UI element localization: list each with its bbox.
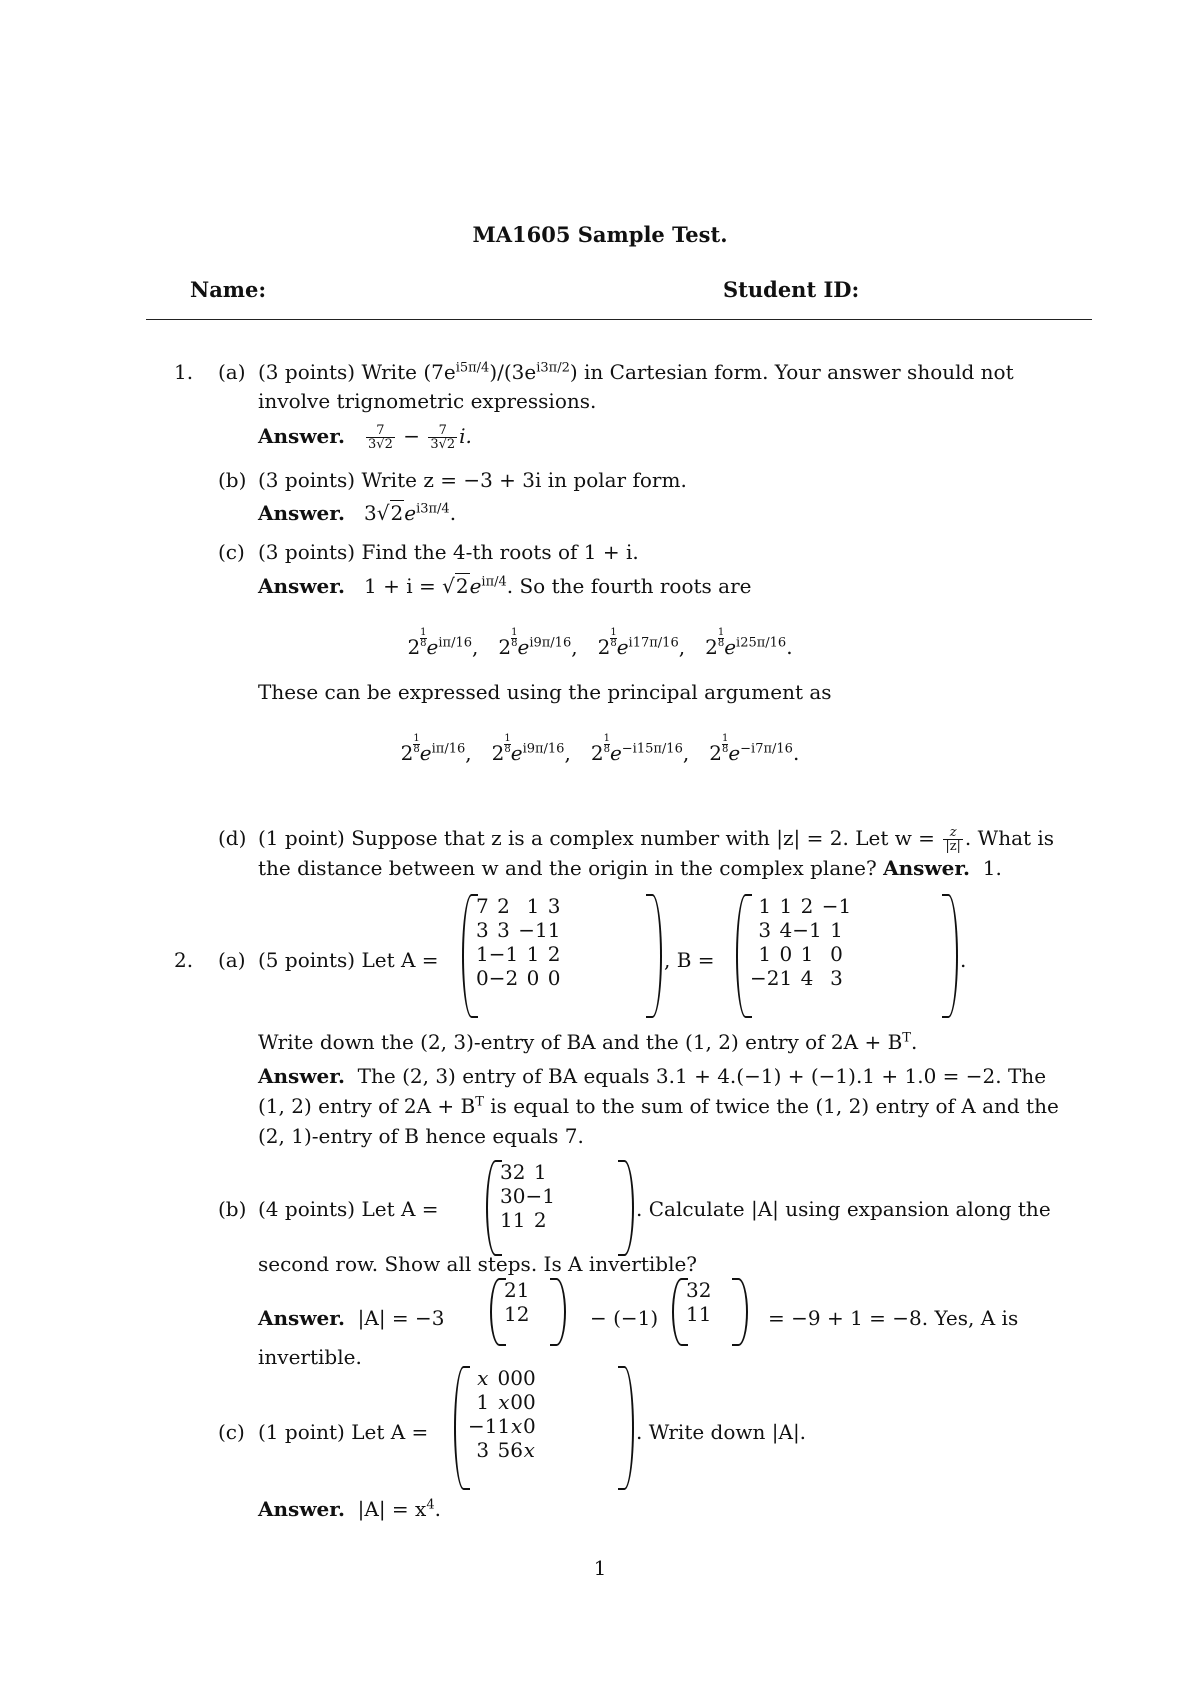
q1a-label: (a)	[218, 360, 246, 384]
matrix-entry: 4	[779, 918, 793, 942]
matrix-entry: 2	[800, 894, 814, 918]
matrix-entry: 0	[526, 966, 540, 990]
root-term: 2 $\frac{1}{8}$ $e^{-i7\pi/16}$.	[709, 733, 800, 765]
right-paren	[942, 894, 958, 1018]
q2b-prompt-line2: second row. Show all steps. Is A invertible?	[258, 1252, 698, 1276]
root-term: 2 $\frac{1}{8}$ $e^{i9\pi/16}$,	[491, 733, 571, 765]
q1b-prompt: (3 points) Write z = −3 + 3i in polar form.	[258, 468, 687, 492]
matrix-entry: 2	[516, 1302, 530, 1326]
q2c-prompt: (1 point) Let A =	[258, 1420, 429, 1444]
matrix-entry: 1	[779, 966, 793, 990]
matrix-entry: −1	[488, 942, 519, 966]
page-title: MA1605 Sample Test.	[472, 222, 728, 247]
q2a-answer-line1: Answer. The (2, 3) entry of BA equals 3.1 + 4.(−1) + (−1).1 + 1.0 = −2. The	[258, 1064, 1047, 1088]
q2a-label: (a)	[218, 948, 246, 972]
matrix-entry: 1	[516, 1278, 530, 1302]
q1c-principal-text: These can be expressed using the principal argument as	[258, 680, 832, 704]
matrix-entry: 3	[476, 918, 489, 942]
root-term: 2 $\frac{1}{8}$ $e^{i25\pi/16}$.	[705, 627, 793, 659]
matrix-entry: 1	[830, 918, 843, 942]
matrix-entry: 1	[758, 942, 772, 966]
q1a-prompt: (3 points) Write $(7e^{i5\pi/4})/(3e^{i3\pi/2})$ in Cartesian form. Your answer should not	[258, 360, 1014, 384]
q2c-matrix-a	[454, 1366, 634, 1490]
matrix-entry: 3	[476, 1438, 490, 1462]
matrix-entry: 3	[686, 1278, 699, 1302]
matrix-entry: 1	[526, 942, 540, 966]
q2-number: 2.	[174, 948, 194, 972]
matrix-entry: 0	[510, 1390, 523, 1414]
q2b-answer-end: = −9 + 1 = −8. Yes, A is	[768, 1306, 1019, 1330]
matrix-entry: 2	[533, 1208, 547, 1232]
matrix-entry: 1	[504, 1302, 517, 1326]
matrix-entry: 1	[497, 1414, 511, 1438]
matrix-entry: −1	[518, 918, 548, 942]
matrix-entry: 1	[526, 894, 540, 918]
q2a-b-label: , B =	[664, 948, 715, 972]
matrix-entry: 1	[779, 894, 793, 918]
matrix-entry: −1	[468, 1414, 498, 1438]
matrix-entry: 1	[476, 942, 489, 966]
q1d-prompt: (1 point) Suppose that z is a complex number with |z| = 2. Let w = $\frac{z}{|z|}$ . What is	[258, 825, 1055, 854]
matrix-entry: 0	[497, 1366, 511, 1390]
q2b-prompt-cont: . Calculate |A| using expansion along the	[636, 1197, 1051, 1221]
matrix-entry: 3	[500, 1184, 513, 1208]
matrix-entry: 7	[476, 894, 489, 918]
root-term: 2 $\frac{1}{8}$ $e^{i9\pi/16}$,	[498, 627, 578, 659]
name-label: Name:	[190, 277, 267, 302]
matrix-entry: 0	[476, 966, 489, 990]
q2c-label: (c)	[218, 1420, 245, 1444]
q2b-minor-2	[672, 1278, 748, 1346]
q1c-principal-roots-list	[0, 734, 1200, 765]
root-term: 2 $\frac{1}{8}$ $e^{i17\pi/16}$,	[597, 627, 686, 659]
matrix-entry: 2	[504, 1278, 517, 1302]
q2b-minor-1	[490, 1278, 566, 1346]
matrix-entry: −1	[821, 894, 852, 918]
right-paren	[646, 894, 662, 1018]
q2a-matrix-a	[462, 894, 662, 1018]
matrix-entry: −2	[488, 966, 519, 990]
right-paren	[550, 1278, 566, 1346]
q2c-prompt-cont: . Write down |A|.	[636, 1420, 807, 1444]
matrix-entry: 1	[533, 1160, 547, 1184]
right-paren	[618, 1366, 634, 1490]
matrix-entry: 0	[522, 1390, 536, 1414]
matrix-entry: 0	[830, 942, 843, 966]
matrix-entry: 1	[686, 1302, 699, 1326]
q1-number: 1.	[174, 360, 194, 384]
q2b-matrix-a	[486, 1160, 634, 1256]
matrix-entry: 3	[758, 918, 772, 942]
matrix-entry: 0	[522, 1366, 536, 1390]
root-term: 2 $\frac{1}{8}$ $e^{i\pi/16}$,	[407, 627, 479, 659]
matrix-entry: 0	[512, 1184, 526, 1208]
q2b-label: (b)	[218, 1197, 247, 1221]
matrix-entry: −1	[525, 1184, 555, 1208]
matrix-entry: x	[510, 1414, 523, 1438]
matrix-entry: 1	[512, 1208, 526, 1232]
matrix-entry: 5	[497, 1438, 511, 1462]
matrix-entry: 3	[500, 1160, 513, 1184]
matrix-entry: 3	[547, 894, 561, 918]
q1c-label: (c)	[218, 540, 245, 564]
q2a-question: Write down the (2, 3)-entry of BA and the (1, 2) entry of $2A + B^T$.	[258, 1030, 918, 1054]
matrix-entry: 0	[547, 966, 561, 990]
matrix-entry: 1	[500, 1208, 513, 1232]
matrix-entry: 2	[698, 1278, 712, 1302]
q1a-answer: Answer. $\frac{7}{3√2}$ − $\frac{7}{3√2}$ i.	[258, 423, 472, 452]
q1c-roots-list	[0, 628, 1200, 659]
q1a-prompt-cont: involve trignometric expressions.	[258, 389, 597, 413]
matrix-entry: x	[523, 1438, 535, 1462]
q1c-answer: Answer. $1 + i = √2e^{i\pi/4}$. So the fourth roots are	[258, 574, 752, 598]
matrix-entry: 2	[547, 942, 561, 966]
header-divider	[146, 319, 1092, 320]
q2b-answer-line1: Answer. |A| = −3	[258, 1306, 445, 1330]
q2a-matrix-b	[736, 894, 958, 1018]
q2c-answer: Answer. $|A| = x^4$.	[258, 1497, 441, 1521]
matrix-entry: x	[498, 1390, 510, 1414]
q1b-label: (b)	[218, 468, 247, 492]
matrix-entry: 4	[800, 966, 814, 990]
q2a-answer-line3: (2, 1)-entry of B hence equals 7.	[258, 1124, 584, 1148]
q1c-prompt: (3 points) Find the 4-th roots of 1 + i.	[258, 540, 639, 564]
matrix-entry: 2	[512, 1160, 526, 1184]
matrix-entry: 1	[476, 1390, 490, 1414]
matrix-entry: 3	[497, 918, 510, 942]
matrix-entry: 0	[510, 1366, 523, 1390]
q1d-prompt-cont: the distance between w and the origin in the complex plane? Answer. 1.	[258, 856, 1002, 880]
matrix-entry: −1	[792, 918, 822, 942]
matrix-entry: 1	[800, 942, 814, 966]
q2a-answer-line2: (1, 2) entry of $2A + B^T$ is equal to the sum of twice the (1, 2) entry of A and the	[258, 1094, 1059, 1118]
q2a-prompt: (5 points) Let A =	[258, 948, 439, 972]
matrix-entry: 6	[510, 1438, 523, 1462]
matrix-entry: 1	[698, 1302, 712, 1326]
right-paren	[618, 1160, 634, 1256]
matrix-entry: 3	[830, 966, 843, 990]
student-id-label: Student ID:	[723, 277, 860, 302]
page-number: 1	[593, 1556, 607, 1580]
matrix-entry: −2	[750, 966, 780, 990]
q2b-answer-line2: invertible.	[258, 1345, 362, 1369]
root-term: 2 $\frac{1}{8}$ $e^{i\pi/16}$,	[400, 733, 472, 765]
q2a-period: .	[960, 948, 967, 972]
root-term: 2 $\frac{1}{8}$ $e^{-i15\pi/16}$,	[590, 733, 690, 765]
matrix-entry: 1	[758, 894, 772, 918]
right-paren	[732, 1278, 748, 1346]
q1b-answer: Answer. $3√2e^{i3\pi/4}$.	[258, 501, 457, 525]
matrix-entry: 0	[779, 942, 793, 966]
matrix-entry: 1	[547, 918, 561, 942]
q2b-prompt: (4 points) Let A =	[258, 1197, 439, 1221]
q1d-label: (d)	[218, 826, 247, 850]
matrix-entry: 0	[522, 1414, 536, 1438]
q2b-answer-mid: − (−1)	[590, 1306, 659, 1330]
matrix-entry: 2	[497, 894, 510, 918]
matrix-entry: x	[477, 1366, 489, 1390]
